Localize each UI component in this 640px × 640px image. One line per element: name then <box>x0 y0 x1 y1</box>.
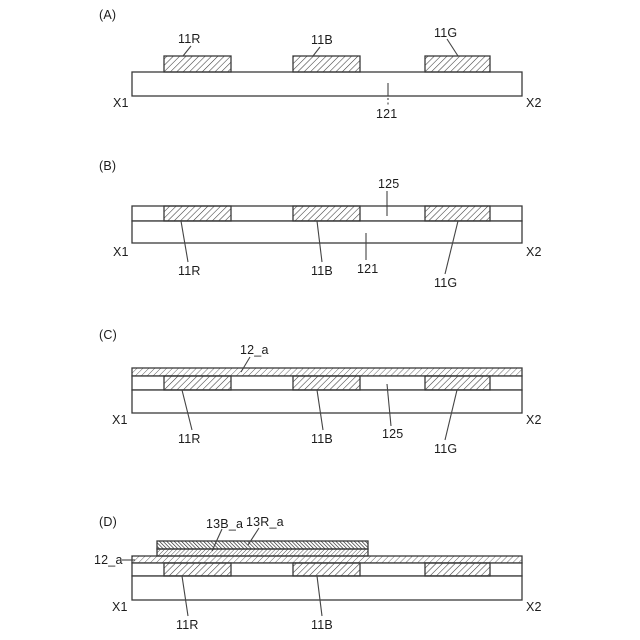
panel-a-marker-x1: X1 <box>113 96 129 110</box>
panel-a-layer-11b <box>293 56 360 72</box>
panel-c-substrate-121 <box>132 390 522 413</box>
panel-d-layer-11r <box>164 563 231 576</box>
panel-d-film-13ba <box>157 549 368 556</box>
panel-b-tag: (B) <box>99 159 117 173</box>
panel-d-layer-11g <box>425 563 490 576</box>
panel-c-label-11b: 11B <box>311 432 333 446</box>
panel-b-label-11b: 11B <box>311 264 333 278</box>
panel-a-layer-11r <box>164 56 231 72</box>
panel-c-marker-x2: X2 <box>526 413 542 427</box>
panel-a-tag: (A) <box>99 8 117 22</box>
panel-c-layer-11g <box>425 376 490 390</box>
panel-a-label-11b: 11B <box>311 33 333 47</box>
panel-c-label-125: 125 <box>382 427 404 441</box>
panel-d-label-12a: 12_a <box>94 553 123 567</box>
panel-a-label-11r: 11R <box>178 32 201 46</box>
panel-c-label-11r: 11R <box>178 432 201 446</box>
panel-d-label-11b: 11B <box>311 618 333 632</box>
panel-a-substrate-121 <box>132 72 522 96</box>
panel-a-label-11g: 11G <box>434 26 458 40</box>
panel-d-marker-x2: X2 <box>526 600 542 614</box>
panel-c-cap-layer-12a <box>132 368 522 376</box>
panel-d-label-11r: 11R <box>176 618 199 632</box>
leader-a-11b <box>313 47 320 56</box>
leader-a-11r <box>183 46 191 56</box>
panel-d-cap-layer-12a <box>132 556 522 563</box>
panel-b-marker-x2: X2 <box>526 245 542 259</box>
panel-a-label-121: 121 <box>376 107 398 121</box>
panel-d-film-13ra <box>157 541 368 549</box>
panel-b-layer-11g <box>425 206 490 221</box>
panel-c-tag: (C) <box>99 328 117 342</box>
panel-b-layer-11b <box>293 206 360 221</box>
panel-b-label-125: 125 <box>378 177 400 191</box>
panel-d-marker-x1: X1 <box>112 600 128 614</box>
panel-d-tag: (D) <box>99 515 117 529</box>
panel-c-label-11g: 11G <box>434 442 458 456</box>
panel-a-layer-11g <box>425 56 490 72</box>
panel-d-layer-11b <box>293 563 360 576</box>
panel-c-layer-11b <box>293 376 360 390</box>
panel-b-label-121: 121 <box>357 262 379 276</box>
panel-b-layer-11r <box>164 206 231 221</box>
panel-d-label-13ba: 13B_a <box>206 517 244 531</box>
panel-c-marker-x1: X1 <box>112 413 128 427</box>
panel-a-marker-x2: X2 <box>526 96 542 110</box>
panel-b-substrate-121 <box>132 221 522 243</box>
panel-b-marker-x1: X1 <box>113 245 129 259</box>
panel-d-substrate-121 <box>132 576 522 600</box>
panel-b-label-11g: 11G <box>434 276 458 290</box>
panel-b-label-11r: 11R <box>178 264 201 278</box>
panel-d-label-13ra: 13R_a <box>246 515 284 529</box>
leader-a-11g <box>447 39 458 56</box>
panel-c-layer-11r <box>164 376 231 390</box>
panel-c-label-12a: 12_a <box>240 343 269 357</box>
